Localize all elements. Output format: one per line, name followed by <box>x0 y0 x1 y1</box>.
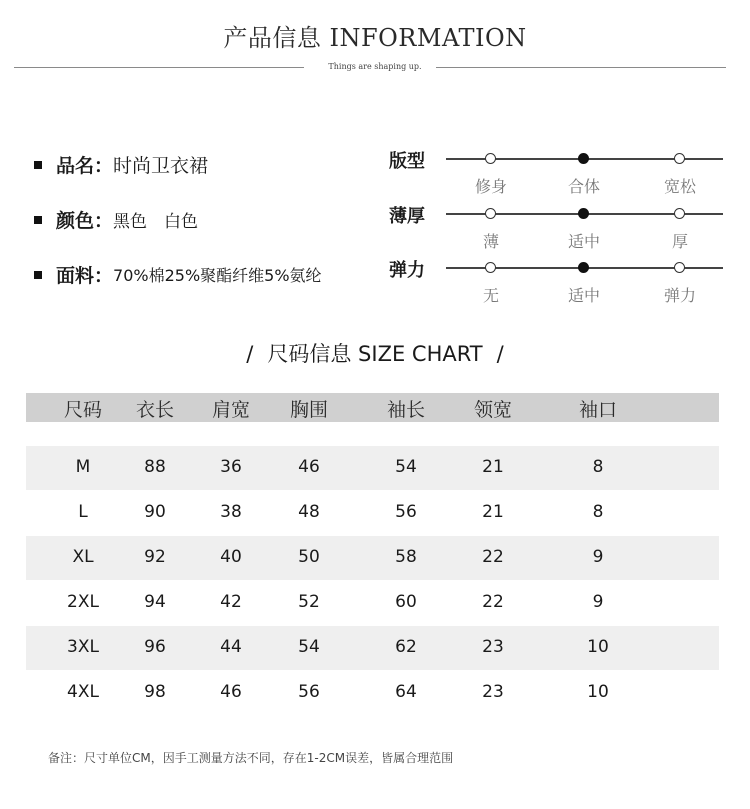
table-header-cell: 尺码 <box>63 399 102 421</box>
scale-dot <box>674 153 685 164</box>
table-cell: 98 <box>144 682 166 702</box>
table-cell: 62 <box>395 637 417 657</box>
scale-option: 宽松 <box>663 177 696 196</box>
table-cell: 46 <box>220 682 242 702</box>
table-header-cell: 胸围 <box>289 399 328 421</box>
table-cell: 8 <box>592 457 604 477</box>
section-subtitle: Things are shaping up. <box>328 62 422 71</box>
scale-dot-selected <box>578 153 589 164</box>
table-cell: 44 <box>220 637 242 657</box>
table-cell-size: 2XL <box>67 592 99 612</box>
scale-label: 薄厚 <box>389 206 425 227</box>
section-title-information: 产品信息 INFORMATION <box>223 24 527 52</box>
scale-option: 修身 <box>474 177 507 196</box>
table-cell: 88 <box>144 457 166 477</box>
table-cell: 21 <box>482 457 504 477</box>
table-cell: 38 <box>220 502 242 522</box>
scale-dot-selected <box>578 208 589 219</box>
table-cell: 22 <box>482 592 504 612</box>
info-label: 面料： <box>56 265 114 287</box>
table-cell: 96 <box>144 637 166 657</box>
table-cell: 94 <box>144 592 166 612</box>
table-header-cell: 袖长 <box>386 399 425 421</box>
size-chart-title <box>0 338 750 368</box>
info-row-color <box>34 206 198 233</box>
scale-label: 版型 <box>389 151 425 172</box>
table-cell: 50 <box>298 547 320 567</box>
table-cell: 23 <box>482 682 504 702</box>
slash-right: / <box>496 342 504 366</box>
scale-option: 弹力 <box>663 286 696 305</box>
table-cell: 92 <box>144 547 166 567</box>
scale-dot-selected <box>578 262 589 273</box>
table-cell: 90 <box>144 502 166 522</box>
scale-option: 适中 <box>567 232 600 251</box>
size-chart-title-text: 尺码信息 SIZE CHART <box>267 342 483 366</box>
scale-dot <box>485 262 496 273</box>
scale-dot <box>485 208 496 219</box>
scale-dot <box>674 262 685 273</box>
slash-left: / <box>246 342 254 366</box>
table-cell: 36 <box>220 457 242 477</box>
table-cell: 40 <box>220 547 242 567</box>
table-header-cell: 领宽 <box>473 399 512 421</box>
scale-option: 适中 <box>567 286 600 305</box>
info-value: 时尚卫衣裙 <box>113 155 209 177</box>
table-cell: 56 <box>395 502 417 522</box>
scale-dot <box>674 208 685 219</box>
scale-label: 弹力 <box>389 260 425 281</box>
table-cell: 8 <box>592 502 604 522</box>
info-value: 70%棉25%聚酯纤维5%氨纶 <box>113 266 322 285</box>
table-cell: 58 <box>395 547 417 567</box>
table-cell: 46 <box>298 457 320 477</box>
info-value: 黑色 白色 <box>113 212 199 232</box>
table-cell: 23 <box>482 637 504 657</box>
scale-dot <box>485 153 496 164</box>
bullet-icon <box>34 161 42 169</box>
table-cell-size: M <box>75 457 91 477</box>
table-cell: 42 <box>220 592 242 612</box>
table-header-cell: 袖口 <box>578 399 617 421</box>
table-header-cell: 肩宽 <box>211 399 250 421</box>
table-cell-size: L <box>78 502 88 522</box>
table-cell: 9 <box>592 592 604 612</box>
scale-option: 合体 <box>567 177 600 196</box>
table-cell-size: 3XL <box>67 637 99 657</box>
table-cell: 10 <box>587 682 609 702</box>
table-cell: 21 <box>482 502 504 522</box>
info-label: 品名： <box>56 155 114 177</box>
table-cell: 22 <box>482 547 504 567</box>
scale-option: 厚 <box>671 232 688 251</box>
table-cell-size: 4XL <box>67 682 99 702</box>
table-cell-size: XL <box>72 547 94 567</box>
table-cell: 48 <box>298 502 320 522</box>
table-cell: 54 <box>298 637 320 657</box>
scale-option: 无 <box>482 286 499 305</box>
bullet-icon <box>34 216 42 224</box>
table-cell: 60 <box>395 592 417 612</box>
table-header-cell: 衣长 <box>135 399 174 421</box>
table-cell: 56 <box>298 682 320 702</box>
bullet-icon <box>34 271 42 279</box>
info-row-fabric <box>34 261 322 288</box>
table-cell: 64 <box>395 682 417 702</box>
scale-option: 薄 <box>482 232 499 251</box>
info-label: 颜色： <box>56 210 114 232</box>
table-cell: 54 <box>395 457 417 477</box>
table-cell: 9 <box>592 547 604 567</box>
info-row-name <box>34 151 208 178</box>
table-cell: 52 <box>298 592 320 612</box>
table-cell: 10 <box>587 637 609 657</box>
footnote: 备注：尺寸单位CM，因手工测量方法不同，存在1-2CM误差，皆属合理范围 <box>48 751 454 765</box>
